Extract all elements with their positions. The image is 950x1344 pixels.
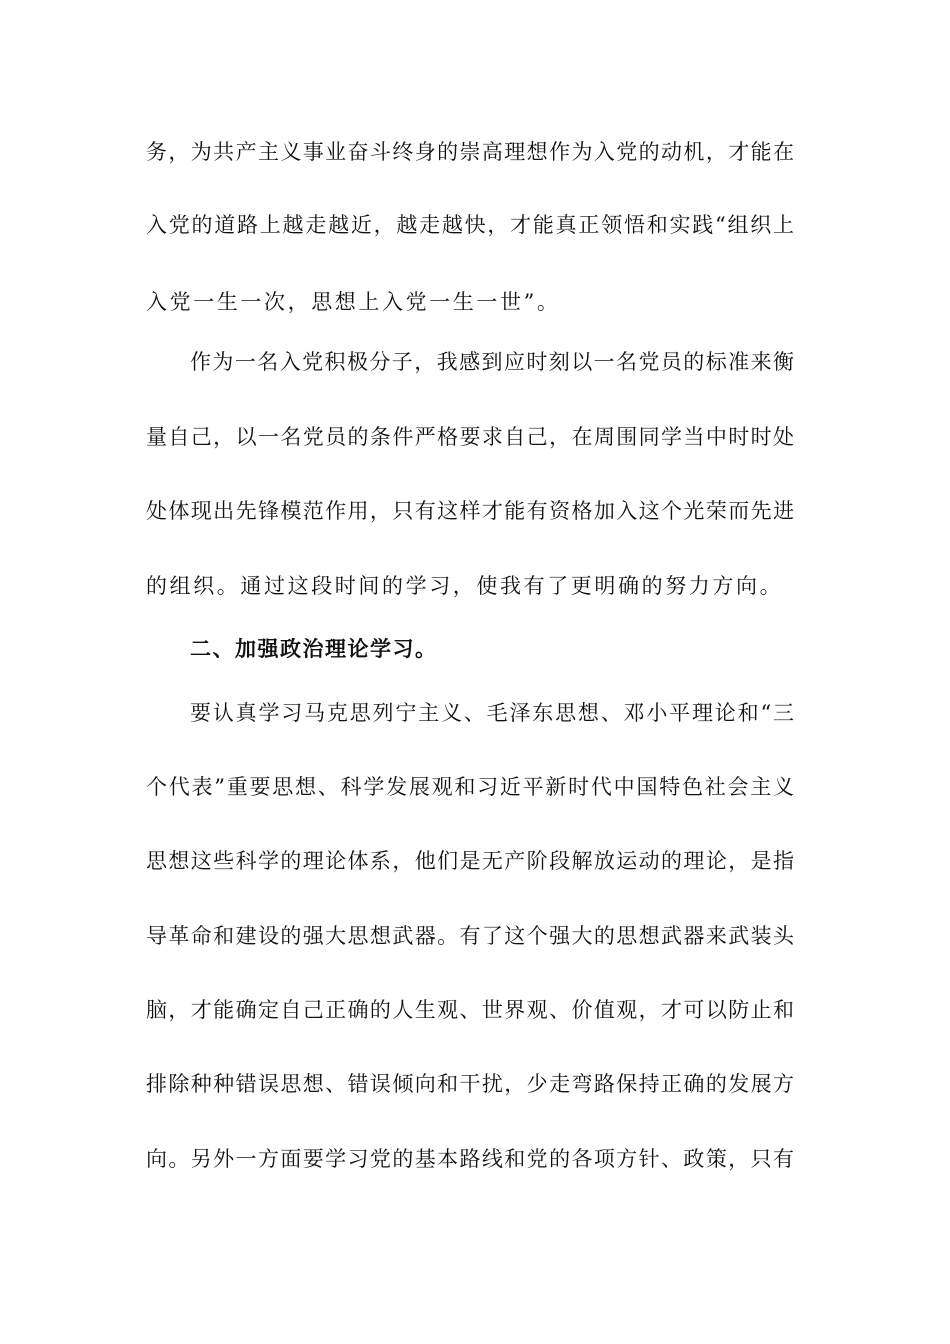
- paragraph-line: 脑，才能确定自己正确的人生观、世界观、价值观，才可以防止和: [146, 998, 794, 1022]
- paragraph-line: 入党一生一次，思想上入党一生一世”。: [146, 290, 561, 314]
- paragraph-line: 要认真学习马克思列宁主义、毛泽东思想、邓小平理论和“三: [190, 701, 794, 725]
- paragraph-line: 入党的道路上越走越近，越走越快，才能真正领悟和实践“组织上: [146, 213, 794, 237]
- paragraph-line: 向。另外一方面要学习党的基本路线和党的各项方针、政策，只有: [146, 1147, 794, 1171]
- paragraph-line: 导革命和建设的强大思想武器。有了这个强大的思想武器来武装头: [146, 924, 794, 948]
- paragraph-line: 思想这些科学的理论体系，他们是无产阶段解放运动的理论，是指: [146, 849, 794, 873]
- paragraph-line: 处体现出先锋模范作用，只有这样才能有资格加入这个光荣而先进: [146, 499, 794, 523]
- paragraph-line: 个代表”重要思想、科学发展观和习近平新时代中国特色社会主义: [146, 775, 794, 799]
- paragraph-line: 排除种种错误思想、错误倾向和干扰，少走弯路保持正确的发展方: [146, 1072, 794, 1096]
- paragraph-line: 的组织。通过这段时间的学习，使我有了更明确的努力方向。: [146, 574, 784, 598]
- paragraph-line: 作为一名入党积极分子，我感到应时刻以一名党员的标准来衡: [190, 350, 794, 374]
- paragraph-line: 量自己，以一名党员的条件严格要求自己，在周围同学当中时时处: [146, 425, 794, 449]
- paragraph-line: 务，为共产主义事业奋斗终身的崇高理想作为入党的动机，才能在: [146, 140, 794, 164]
- section-heading: 二、加强政治理论学习。: [190, 636, 438, 661]
